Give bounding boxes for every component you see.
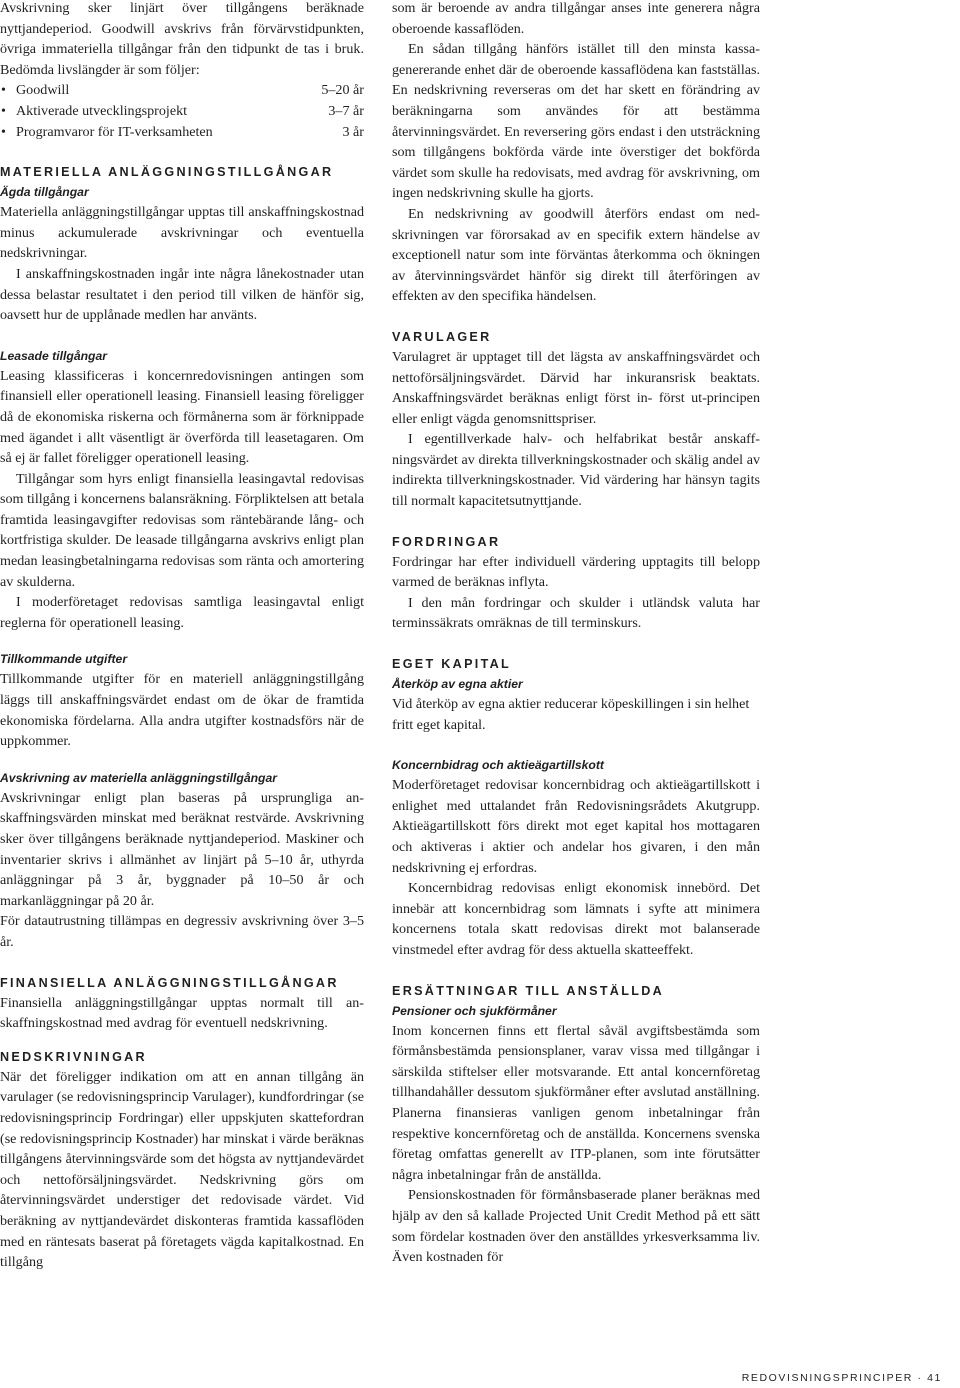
section-heading-ersattningar: ERSÄTTNINGAR TILL ANSTÄLLDA bbox=[392, 983, 664, 998]
subheading-tillkommande: Tillkommande utgifter bbox=[0, 652, 128, 667]
paragraph: Tillgångar som hyrs enligt finansiella leasingavtal redovisas som tillgång i koncernens balansräkning. Förpliktelsen att betala framtida leasingavgifter redovisas som räntebärande lång- och kortfristiga skulder. De leasade tillgångarna avskrivs enligt plan medan leasingbetalningarna redovisas som ränta och amortering av skulderna. bbox=[0, 470, 365, 590]
bullet-icon: • bbox=[1, 123, 6, 140]
lifetime-value: 3–7 år bbox=[328, 102, 364, 119]
paragraph: Avskrivningar enligt plan baseras på ursprungliga anskaffningsvärden minskat med beräknat restvärde. Avskrivning sker över tillgångens beräknade nyttjandeperiod. Maskiner och inventarier skrivs i allmänhet av linjärt på 5–10 år, uthyrda anläggningar på 3 år, byggnader på 10–50 år och markanläggningar på 20 år. bbox=[0, 789, 364, 909]
list-item bbox=[0, 101, 364, 122]
paragraph: För datautrustning tillämpas en degressiv avskrivning över 3–5 år. bbox=[0, 913, 364, 950]
paragraph: I den mån fordringar och skulder i utländsk valuta har terminssäkrats omräknas de till terminskurs. bbox=[392, 594, 760, 632]
subheading-pensioner: Pensioner och sjukförmåner bbox=[392, 1003, 557, 1018]
subheading-leasade: Leasade tillgångar bbox=[0, 348, 108, 363]
lifetime-label: Goodwill bbox=[16, 82, 70, 99]
paragraph: Varulagret är upptaget till det lägsta av anskaffningsvärdet och nettoförsäljningsvärdet. Därvid har inkuransrisk beaktats. Anskaffningsvärdet beräknas enligt först in- först ut-principen eller enligt vägda genomsnittspriser. bbox=[392, 348, 760, 427]
paragraph: I egentillverkade halv- och helfabrikat består anskaffningsvärdet av direkta tillverkningskostnader och skälig andel av indirekta tillverkningskostnader. Vid värdering har hänsyn tagits till normalt kapacitetsutnyttjande. bbox=[392, 431, 760, 510]
lifetime-label: Aktiverade utvecklingsprojekt bbox=[16, 102, 188, 119]
subheading-aterkop: Återköp av egna aktier bbox=[392, 677, 523, 692]
right-column bbox=[392, 0, 760, 1268]
lifetime-list bbox=[0, 80, 364, 142]
paragraph: En sådan tillgång hänförs istället till den minsta kassagenererande enhet där de oberoende kassaflödena kan fastställas. En nedskrivning reverseras om det har skett en förändring av beräkningarna som användes för att bestämma återvinningsvärdet. En reversering görs endast i den utsträckning som tillgångens bokförda värde inte överstiger det bokförda värdet som skulle ha redovisats, med avdrag för avskrivning, om ingen nedskrivning skulle ha gjorts. bbox=[392, 41, 760, 202]
paragraph: Leasing klassificeras i koncernredovisningen antingen som finansiell eller operationell leasing. Finansiell leasing föreligger då de ekonomiska riskerna och förmånerna som är förknippade med ägandet i allt väsentligt är överförda till leasetagaren. Om så ej är fallet föreligger operationell leasing. bbox=[0, 367, 364, 467]
paragraph: Inom koncernen finns ett flertal såväl avgiftsbestämda som förmånsbestämda pensionsplaner, varav vissa med tillgångar i särskilda stiftelser eller motsvarande. Ett antal koncernföretag tillhandahåller dessutom sjukförmåner efter avslutad anställning. Planerna finansieras vanligen genom inbetalningar från respektive koncernföretag och de anställda. Koncernens svenska företag omfattas generellt av ITP-planen, som inte förutsätter några inbetalningar från de anställda. bbox=[392, 1022, 760, 1183]
paragraph: Pensionskostnaden för förmånsbaserade planer beräknas med hjälp av den så kallade Projected Unit Credit Method på ett sätt som fördelar kostnaden över den anställdes yrkesverksamma liv. Även kostnaden för bbox=[392, 1187, 760, 1266]
paragraph: Finansiella anläggningstillgångar upptas normalt till anskaffningskostnad med avdrag för eventuell nedskrivning. bbox=[0, 994, 364, 1032]
intro-paragraph: Avskrivning sker linjärt över tillgångens beräknade nyttjandeperiod. Goodwill avskrivs från förvärvstidpunkten, övriga immateriella tillgångar från den tidpunkt de tas i bruk. Bedömda livslängder är som följer: bbox=[0, 0, 364, 78]
section-heading-varulager: VARULAGER bbox=[392, 329, 492, 344]
bullet-icon: • bbox=[1, 102, 6, 119]
subheading-agda: Ägda tillgångar bbox=[0, 185, 89, 200]
section-heading-materiella: MATERIELLA ANLÄGGNINGSTILLGÅNGAR bbox=[0, 165, 334, 180]
paragraph: Materiella anläggningstillgångar upptas till anskaffningskostnad minus ackumulerade avskrivningar och eventuella nedskrivningar. bbox=[0, 204, 364, 262]
paragraph: En nedskrivning av goodwill återförs endast om nedskrivningen var förorsakad av en specifik extern händelse av exceptionell natur som inte förväntas återkomma och ökningen av återvinningsvärdet hänför sig direkt till återföringen av effekten av den specifika händelsen. bbox=[392, 205, 760, 305]
paragraph: Fordringar har efter individuell värdering upptagits till belopp varmed de beräknas inflyta. bbox=[392, 553, 760, 591]
page-footer: REDOVISNINGSPRINCIPER · 41 bbox=[741, 1372, 942, 1384]
list-item bbox=[0, 122, 364, 143]
paragraph: Moderföretaget redovisar koncernbidrag och aktieägartillskott i enlighet med uttalandet från Redovisningsrådets Akutgrupp. Aktieägartillskott förs direkt mot eget kapital hos mottagaren och aktiveras i aktier och andelar hos givaren, i den mån nedskrivning ej erfordras. bbox=[392, 777, 760, 876]
bullet-icon: • bbox=[1, 82, 6, 99]
paragraph: som är beroende av andra tillgångar anses inte generera några oberoende kassaflöden. bbox=[392, 0, 760, 37]
paragraph: Tillkommande utgifter för en materiell anläggningstillgång läggs till anskaffningsvärdet endast om de ökar de framtida ekonomiska fördelarna. Alla andra utgifter kostnadsförs när de uppkommer. bbox=[0, 671, 364, 750]
paragraph: När det föreligger indikation om att en annan tillgång än varulager (se redovisningsprincip Varulager), kundfordringar (se redovisningsprincip Fordringar) eller uppskjuten skattefordran (se redovisningsprincip Kostnader) har minskat i värde beräknas tillgångens återvinningsvärde som det högsta av nyttjandevärdet och nettoförsäljningsvärdet. Nedskrivning görs om återvinningsvärdet understiger det redovisade värdet. Vid beräkning av nyttjandevärdet diskonteras framtida kassaflöden med en räntesats baserat på företagets vägda kapitalkostnad. En tillgång bbox=[0, 1068, 364, 1271]
lifetime-value: 3 år bbox=[342, 123, 364, 140]
left-column bbox=[0, 0, 364, 1273]
section-heading-fordringar: FORDRINGAR bbox=[392, 534, 501, 549]
paragraph: I moderföretaget redovisas samtliga leasingavtal enligt reglerna för operationell leasing. bbox=[0, 594, 364, 631]
paragraph: I anskaffningskostnaden ingår inte några lånekostnader utan dessa belastar resultatet i den period till vilken de hänför sig, oavsett hur de upplånade medlen har använts. bbox=[0, 265, 364, 324]
section-heading-eget-kapital: EGET KAPITAL bbox=[392, 657, 512, 672]
subheading-koncernbidrag: Koncernbidrag och aktieägartillskott bbox=[392, 758, 604, 773]
paragraph: Vid återköp av egna aktier reducerar köpeskillingen i sin helhet fritt eget kapital. bbox=[392, 696, 750, 733]
list-item bbox=[0, 80, 364, 101]
subheading-avskrivning: Avskrivning av materiella anläggningstillgångar bbox=[0, 770, 278, 785]
section-heading-nedskrivningar: NEDSKRIVNINGAR bbox=[0, 1049, 147, 1064]
paragraph: Koncernbidrag redovisas enligt ekonomisk innebörd. Det innebär att koncernbidrag som lämnats i syfte att minimera koncernens totala skatt redovisas direkt mot balanserade vinstmedel efter avdrag för dess aktuella skatteeffekt. bbox=[392, 880, 760, 958]
lifetime-value: 5–20 år bbox=[321, 82, 364, 99]
lifetime-label: Programvaror för IT-verksamheten bbox=[16, 123, 213, 140]
section-heading-finansiella: FINANSIELLA ANLÄGGNINGSTILLGÅNGAR bbox=[0, 975, 339, 990]
